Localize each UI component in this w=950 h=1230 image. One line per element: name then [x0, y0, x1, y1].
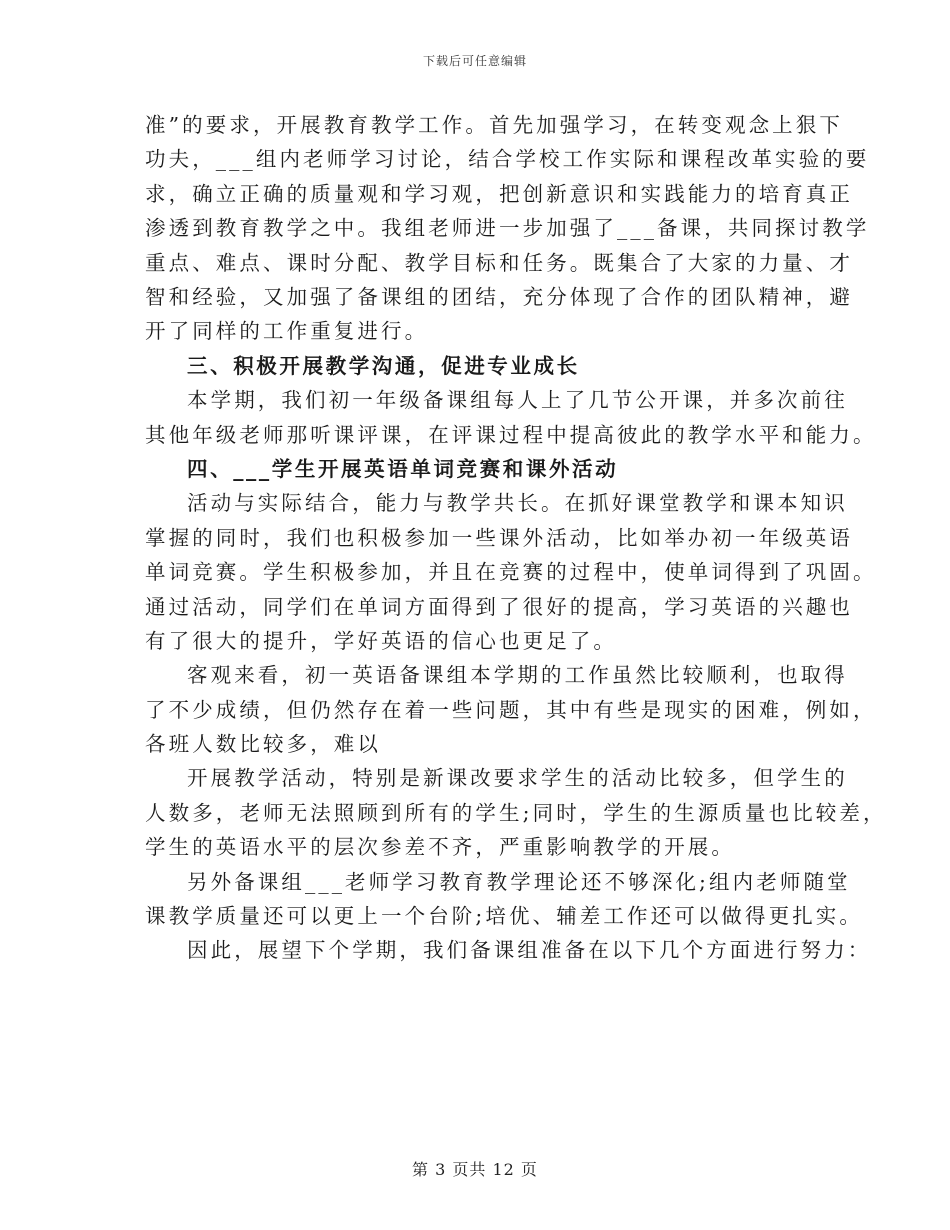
paragraph-4 — [145, 658, 877, 761]
section-heading-4: 四、___学生开展英语单词竞赛和课外活动 — [187, 456, 619, 481]
text-line: 活动与实际结合，能力与教学共长。在抓好课堂教学和课本知识 — [187, 491, 848, 516]
paragraph-1 — [145, 108, 870, 349]
text-line: 开展教学活动，特别是新课改要求学生的活动比较多，但学生的 — [187, 766, 848, 791]
text-line: 本学期，我们初一年级备课组每人上了几节公开课，并多次前往 — [187, 388, 848, 413]
text-line: 单词竞赛。学生积极参加，并且在竞赛的过程中，使单词得到了巩固。 — [145, 560, 877, 585]
text-line: 因此，展望下个学期，我们备课组准备在以下几个方面进行努力： — [187, 938, 872, 963]
text-line: 了不少成绩，但仍然存在着一些问题，其中有些是现实的困难，例如， — [145, 697, 877, 722]
text-line: 准”的要求，开展教育教学工作。首先加强学习，在转变观念上狠下 — [145, 113, 843, 137]
text-line: 开了同样的工作重复进行。 — [145, 319, 429, 344]
paragraph-3 — [145, 486, 877, 658]
text-line: 通过活动，同学们在单词方面得到了很好的提高，学习英语的兴趣也 — [145, 594, 853, 619]
text-line: 有了很大的提升，学好英语的信心也更足了。 — [145, 628, 617, 653]
page-header: 下载后可任意编辑 — [422, 54, 527, 68]
text-line: 客观来看，初一英语备课组本学期的工作虽然比较顺利，也取得 — [187, 663, 848, 688]
text-line: 掌握的同时，我们也积极参加一些课外活动，比如举办初一年级英语 — [145, 525, 853, 550]
paragraph-2 — [145, 383, 877, 452]
paragraph-5 — [145, 761, 887, 864]
paragraph-6 — [145, 865, 864, 934]
text-line: 另外备课组___老师学习教育教学理论还不够深化;组内老师随堂 — [187, 869, 851, 894]
page-number-footer: 第 3 页共 12 页 — [412, 1160, 538, 1179]
text-line: 学生的英语水平的层次参差不齐，严重影响教学的开展。 — [145, 835, 735, 860]
document-body — [145, 108, 887, 968]
text-line: 求，确立正确的质量观和学习观，把创新意识和实践能力的培育真正 — [145, 181, 853, 206]
text-line: 渗透到教育教学之中。我组老师进一步加强了___备课，共同探讨教学 — [145, 216, 870, 241]
text-line: 重点、难点、课时分配、教学目标和任务。既集合了大家的力量、才 — [145, 250, 853, 275]
text-line: 功夫，___组内老师学习讨论，结合学校工作实际和课程改革实验的要 — [145, 147, 870, 172]
paragraph-7 — [145, 933, 872, 967]
text-line: 人数多，老师无法照顾到所有的学生;同时，学生的生源质量也比较差， — [145, 800, 887, 825]
text-line: 课教学质量还可以更上一个台阶;培优、辅差工作还可以做得更扎实。 — [145, 904, 864, 929]
section-heading-3: 三、积极开展教学沟通，促进专业成长 — [187, 353, 580, 378]
text-line: 智和经验，又加强了备课组的团结，充分体现了合作的团队精神，避 — [145, 284, 853, 309]
text-line: 其他年级老师那听课评课，在评课过程中提高彼此的教学水平和能力。 — [145, 422, 877, 447]
text-line: 各班人数比较多，难以 — [145, 732, 381, 757]
